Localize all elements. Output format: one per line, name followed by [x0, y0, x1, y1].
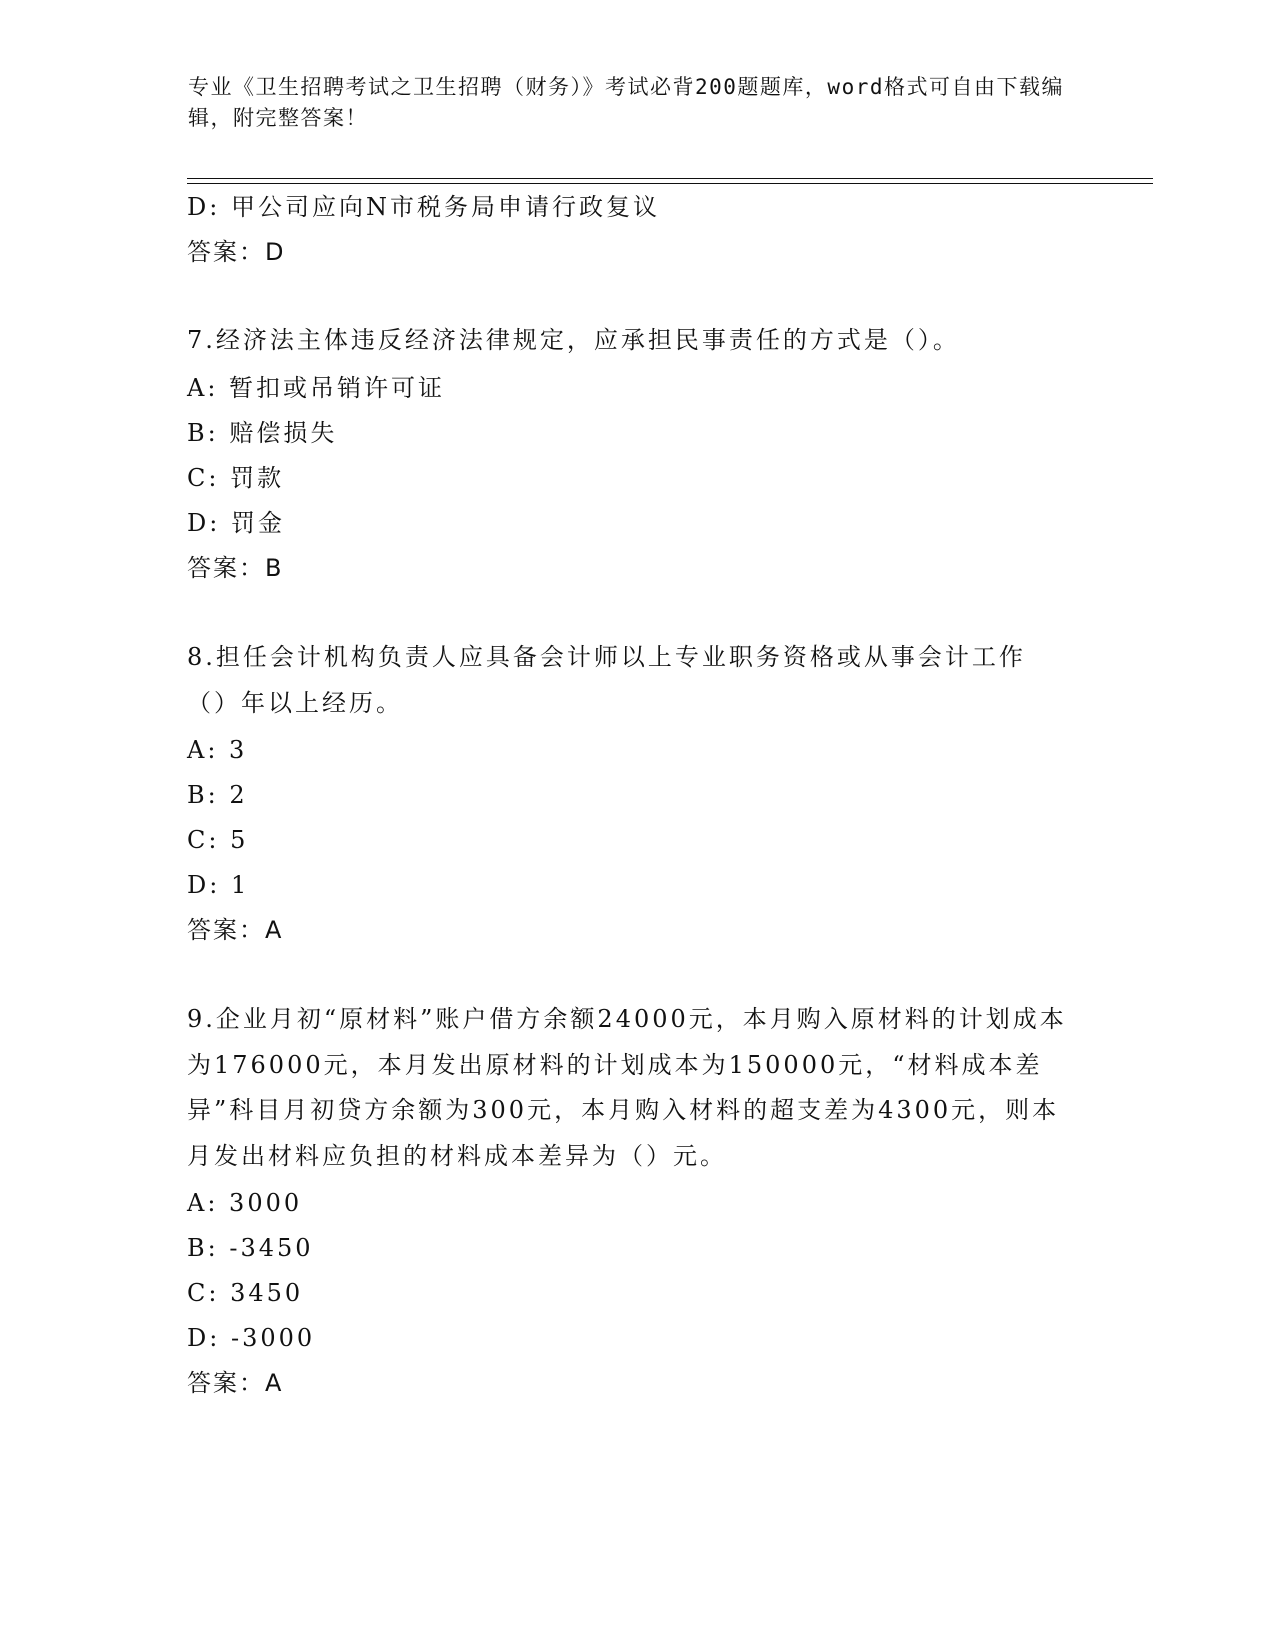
question-8-option-c: C: 5	[187, 826, 249, 854]
header-rule-bottom	[187, 183, 1153, 184]
document-header: 专业《卫生招聘考试之卫生招聘（财务）》考试必背200题题库，word格式可自由下载编辑，附完整答案！	[188, 75, 1064, 130]
question-7-option-c: C: 罚款	[187, 464, 285, 492]
question-9-option-d: D: -3000	[187, 1324, 316, 1352]
carryover-option-d: D: 甲公司应向N市税务局申请行政复议	[187, 193, 660, 221]
question-9-answer: 答案：A	[187, 1369, 284, 1397]
header-rule-top	[187, 178, 1153, 179]
question-8-stem: 8.担任会计机构负责人应具备会计师以上专业职务资格或从事会计工作（）年以上经历。	[187, 643, 1026, 717]
question-7-stem: 7.经济法主体违反经济法律规定，应承担民事责任的方式是（）。	[187, 326, 960, 354]
question-7-option-d: D: 罚金	[187, 509, 285, 537]
question-7-option-b: B: 赔偿损失	[187, 419, 338, 447]
question-7-option-a: A: 暂扣或吊销许可证	[187, 374, 446, 402]
question-9-option-a: A: 3000	[187, 1189, 303, 1217]
question-8-option-a: A: 3	[187, 736, 248, 764]
question-9-stem: 9.企业月初“原材料”账户借方余额24000元，本月购入原材料的计划成本为176000元，本月发出原材料的计划成本为150000元，“材料成本差异”科目月初贷方余额为300元，本月购入材料的超支差为4300元，则本月发出材料应负担的材料成本差异为（）元。	[187, 1005, 1067, 1170]
question-9-option-c: C: 3450	[187, 1279, 304, 1307]
question-8-answer: 答案：A	[187, 916, 284, 944]
question-8-option-d: D: 1	[187, 871, 250, 899]
question-8-option-b: B: 2	[187, 781, 248, 809]
carryover-answer: 答案：D	[187, 238, 286, 266]
question-9-option-b: B: -3450	[187, 1234, 314, 1262]
question-7-answer: 答案：B	[187, 554, 284, 582]
